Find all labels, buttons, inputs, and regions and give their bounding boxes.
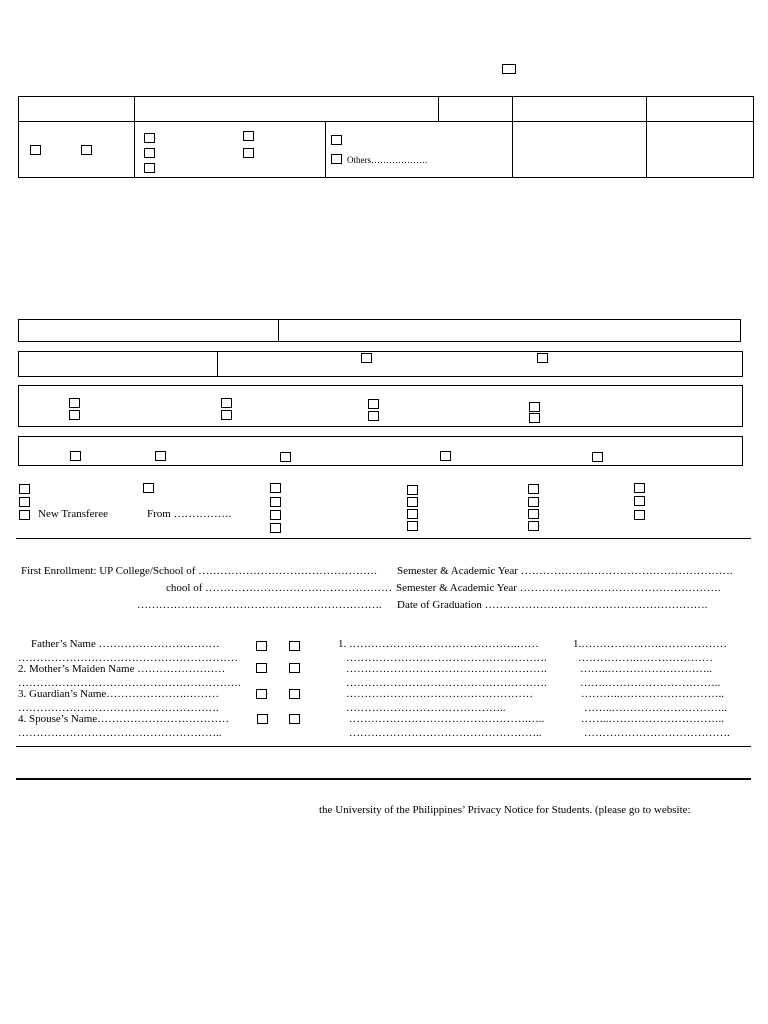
address-line-6: …………………………………….. (346, 702, 506, 714)
new-transferee-checkbox[interactable] (19, 510, 30, 520)
type-checkbox-4c[interactable] (407, 509, 418, 519)
type-checkbox-6b[interactable] (634, 496, 645, 506)
top-table-divider (18, 121, 754, 122)
enrollment-semester-2: Semester & Academic Year ………………………………………………. (396, 582, 721, 594)
row-box-4 (18, 436, 743, 466)
contact-line-4: …….………………………….. (580, 677, 721, 689)
spouse-checkbox-1[interactable] (257, 714, 268, 724)
type-checkbox-3b[interactable] (270, 497, 281, 507)
address-line-5: …………………………………………… (346, 688, 533, 700)
mother-name-label: 2. Mother’s Maiden Name …………………… (18, 663, 226, 675)
type-checkbox-3a[interactable] (270, 483, 281, 493)
address-line-3: ………………………………………………. (346, 663, 547, 675)
row3-checkbox-3a[interactable] (368, 399, 379, 409)
address-line-4: ………………………………………………. (346, 677, 547, 689)
graduation-date-label: Date of Graduation ……………………………………………………. (397, 599, 708, 611)
row2-checkbox-2[interactable] (537, 353, 548, 363)
guardian-name-label: 3. Guardian’s Name………………….……… (18, 688, 220, 700)
type-checkbox-4a[interactable] (407, 485, 418, 495)
row3-checkbox-3b[interactable] (368, 411, 379, 421)
contact-line-5: ………..……………………….. (581, 688, 724, 700)
enrollment-semester-1: Semester & Academic Year …………………………………………………. (397, 565, 733, 577)
row4-checkbox-5[interactable] (592, 452, 603, 462)
father-name-label: Father’s Name …………………………… (31, 638, 220, 650)
address-line-8: …………………………………………….. (349, 727, 542, 739)
row-box-3 (18, 385, 743, 427)
row2-checkbox-1[interactable] (361, 353, 372, 363)
row4-checkbox-1[interactable] (70, 451, 81, 461)
type-checkbox-5c[interactable] (528, 509, 539, 519)
religion-checkbox-1[interactable] (331, 135, 342, 145)
spouse-checkbox-2[interactable] (289, 714, 300, 724)
contact-line-6: ……..………………………….. (584, 702, 727, 714)
enrollment-line-2: chool of …………………………………………… (166, 582, 393, 594)
enrollment-line-3: …………………………………………………………. (137, 599, 382, 611)
mother-checkbox-1[interactable] (256, 663, 267, 673)
row4-checkbox-4[interactable] (440, 451, 451, 461)
row-box-2 (18, 351, 743, 377)
type-checkbox-6a[interactable] (634, 483, 645, 493)
enrollment-line-1: First Enrollment: UP College/School of …………………………………………. (21, 565, 377, 577)
type-checkbox-5a[interactable] (528, 484, 539, 494)
father-name-cont: …………………………………………………… (18, 652, 238, 664)
top-checkbox[interactable] (502, 64, 516, 74)
contact-line-2: …………….………………… (578, 652, 713, 664)
type-checkbox-2a[interactable] (143, 483, 154, 493)
row4-checkbox-3[interactable] (280, 452, 291, 462)
others-label: Others………………. (347, 155, 428, 165)
section-divider-2 (16, 746, 751, 747)
status-checkbox-1[interactable] (144, 133, 155, 143)
spouse-name-label: 4. Spouse’s Name……………………………… (18, 713, 230, 725)
type-checkbox-4d[interactable] (407, 521, 418, 531)
row3-checkbox-1b[interactable] (69, 410, 80, 420)
status-checkbox-5[interactable] (243, 148, 254, 158)
status-checkbox-2[interactable] (144, 148, 155, 158)
address-line-2: ………………………………………………. (346, 652, 547, 664)
father-checkbox-1[interactable] (256, 641, 267, 651)
guardian-checkbox-2[interactable] (289, 689, 300, 699)
from-label: From ……………. (147, 508, 232, 520)
type-checkbox-5d[interactable] (528, 521, 539, 531)
type-checkbox-5b[interactable] (528, 497, 539, 507)
sex-checkbox-2[interactable] (81, 145, 92, 155)
type-checkbox-3c[interactable] (270, 510, 281, 520)
mother-name-cont: ……………………………………………………. (18, 677, 241, 689)
row-box-1 (18, 319, 741, 342)
sex-checkbox-1[interactable] (30, 145, 41, 155)
address-line-1: 1. ……………………………………….…… (338, 638, 539, 650)
new-transferee-label: New Transferee (38, 508, 108, 520)
row3-checkbox-2a[interactable] (221, 398, 232, 408)
contact-line-1: 1.………………….……………… (573, 638, 727, 650)
father-checkbox-2[interactable] (289, 641, 300, 651)
address-line-7: ………………………………………….….. (349, 713, 545, 725)
privacy-notice-text: the University of the Philippines’ Privacy Notice for Students. (please go to website: (319, 804, 691, 816)
religion-checkbox-others[interactable] (331, 154, 342, 164)
type-checkbox-6c[interactable] (634, 510, 645, 520)
type-checkbox-1b[interactable] (19, 497, 30, 507)
status-checkbox-4[interactable] (243, 131, 254, 141)
status-checkbox-3[interactable] (144, 163, 155, 173)
guardian-checkbox-1[interactable] (256, 689, 267, 699)
type-checkbox-4b[interactable] (407, 497, 418, 507)
contact-line-8: …………………………………. (584, 727, 730, 739)
guardian-name-cont: ………………………………………………. (18, 702, 219, 714)
mother-checkbox-2[interactable] (289, 663, 300, 673)
row3-checkbox-1a[interactable] (69, 398, 80, 408)
type-checkbox-1a[interactable] (19, 484, 30, 494)
section-divider-1 (16, 538, 751, 539)
spouse-name-cont: ……………………………………………….. (18, 727, 222, 739)
row3-checkbox-2b[interactable] (221, 410, 232, 420)
contact-line-7: ……..………………………….. (581, 713, 724, 725)
row4-checkbox-2[interactable] (155, 451, 166, 461)
section-divider-3 (16, 778, 751, 780)
row3-checkbox-4b[interactable] (529, 413, 540, 423)
type-checkbox-3d[interactable] (270, 523, 281, 533)
contact-line-3: ……..……………………….. (580, 663, 712, 675)
row3-checkbox-4a[interactable] (529, 402, 540, 412)
